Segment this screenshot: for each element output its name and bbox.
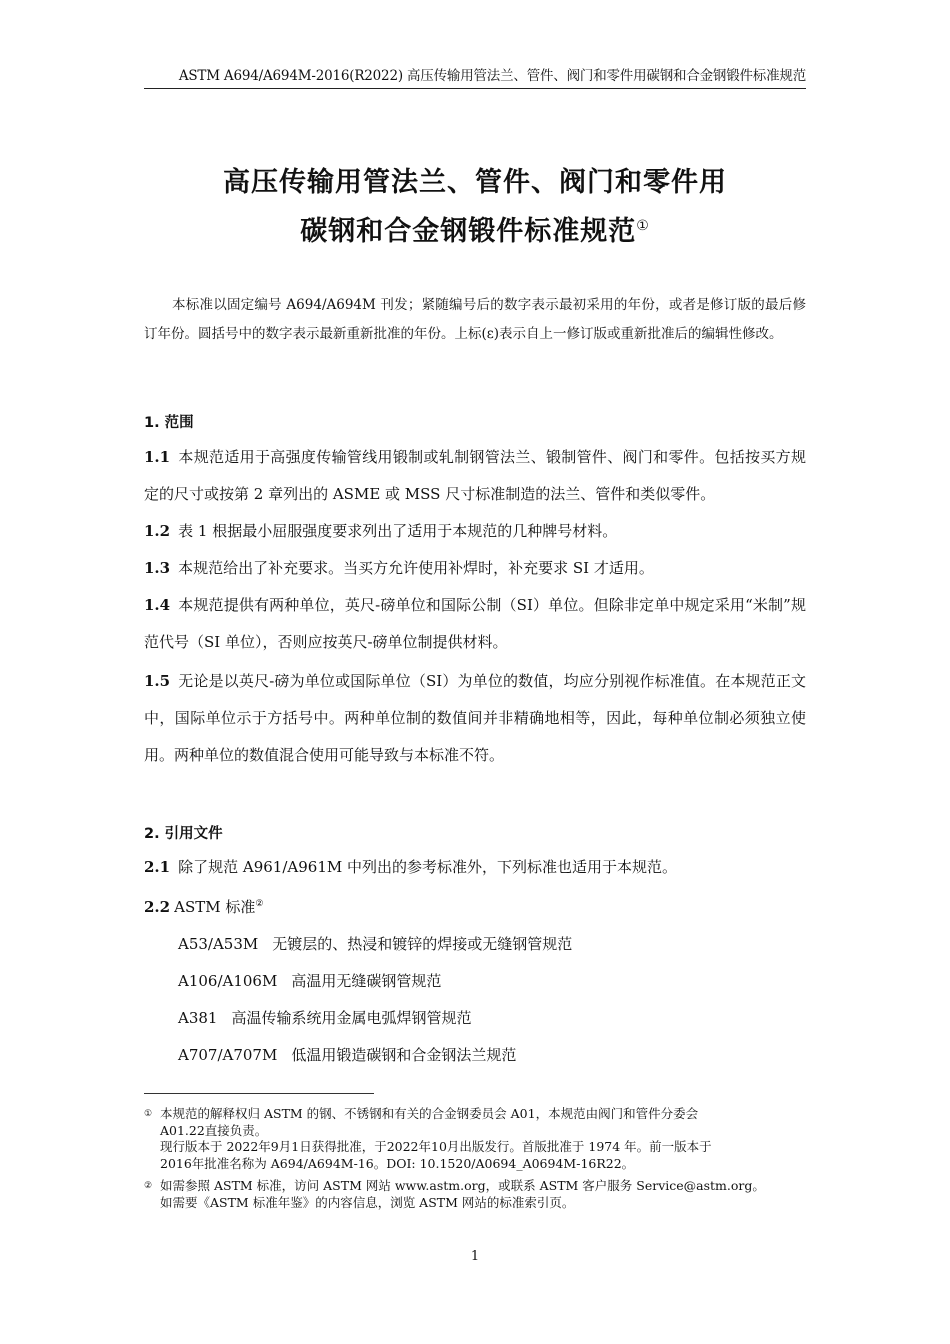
clause-1-5 [144,663,806,774]
clause-number: 1.3 [144,559,171,577]
clause-1-4 [144,587,806,661]
title-line-1 [0,160,950,199]
section-2-heading: 2. 引用文件 [144,826,223,842]
running-header: ASTM A694/A694M-2016(R2022) 高压传输用管法兰、管件、阀门和零件用碳钢和合金钢锻件标准规范 [178,68,806,84]
footnote-mark: ① [144,1109,153,1119]
reference-item [178,1044,516,1065]
clause-text: ASTM 标准 [174,898,256,916]
header-rule [144,88,806,89]
footnote-mark-2: ② [255,899,264,909]
reference-code: A381 [178,1009,218,1027]
clause-1-1 [144,439,806,513]
clause-text: 表 1 根据最小屈服强度要求列出了适用于本规范的几种牌号材料。 [178,522,618,540]
reference-code: A106/A106M [178,972,278,990]
clause-number: 1.5 [144,672,171,690]
clause-1-3 [144,550,806,587]
clause-text: 本规范适用于高强度传输管线用锻制或轧制钢管法兰、锻制管件、阀门和零件。包括按买方规定的尺寸或按第 2 章列出的 ASME 或 MSS 尺寸标准制造的法兰、管件和类似零件。 [144,448,806,503]
reference-item [178,933,572,954]
title-line-2-text: 碳钢和合金钢锻件标准规范 [300,216,637,247]
clause-text: 除了规范 A961/A961M 中列出的参考标准外，下列标准也适用于本规范。 [178,858,677,876]
reference-title: 高温用无缝碳钢管规范 [291,972,442,990]
title-line-2 [0,209,950,248]
clause-number: 2.1 [144,858,171,876]
intro-paragraph: 本标准以固定编号 A694/A694M 刊发；紧随编号后的数字表示最初采用的年份，或者是修订版的最后修订年份。圆括号中的数字表示最新重新批准的年份。上标(ε)表示自上一修订版或重新批准后的编辑性修改。 [144,297,806,342]
reference-item [178,1007,471,1028]
footnote-mark: ② [144,1181,153,1191]
reference-item [178,970,441,991]
clause-text: 本规范给出了补充要求。当买方允许使用补焊时，补充要求 SI 才适用。 [178,559,654,577]
clause-number: 1.2 [144,522,171,540]
title-line-1-text: 高压传输用管法兰、管件、阀门和零件用 [223,167,727,198]
footnote-line: 现行版本于 2022年9月1日获得批准，于2022年10月出版发行。首版批准于 1974 年。前一版本于 [160,1139,712,1154]
footnote-2 [144,1178,800,1211]
footnote-line: A01.22直接负责。 [160,1122,268,1138]
page-number: 1 [470,1249,480,1264]
clause-number: 1.1 [144,448,171,466]
clause-1-2 [144,513,806,550]
section-1-heading: 1. 范围 [144,415,194,431]
footnote-line: 2016年批准名称为 A694/A694M-16。DOI: 10.1520/A0694_A0694M-16R22。 [160,1155,635,1171]
reference-code: A53/A53M [178,935,259,953]
footnote-line: 如需参照 ASTM 标准，访问 ASTM 网站 www.astm.org，或联系 ASTM 客户服务 Service@astm.org。 [160,1178,765,1193]
clause-text: 本规范提供有两种单位，英尺-磅单位和国际公制（SI）单位。但除非定单中规定采用“米制”规范代号（SI 单位），否则应按英尺-磅单位制提供材料。 [144,596,806,651]
reference-title: 低温用锻造碳钢和合金钢法兰规范 [291,1046,517,1064]
reference-title: 高温传输系统用金属电弧焊钢管规范 [231,1009,472,1027]
clause-2-2 [144,886,806,926]
clause-text: 无论是以英尺-磅为单位或国际单位（SI）为单位的数值，均应分别视作标准值。在本规范正文中，国际单位示于方括号中。两种单位制的数值间并非精确地相等，因此，每种单位制必须独立使用。两种单位的数值混合使用可能导致与本标准不符。 [144,672,806,764]
reference-code: A707/A707M [178,1046,278,1064]
footnote-line: 本规范的解释权归 ASTM 的钢、不锈钢和有关的合金钢委员会 A01，本规范由阀门和管件分委会 [160,1106,699,1121]
footnote-1 [144,1106,800,1172]
clause-number: 2.2 [144,898,171,916]
clause-number: 1.4 [144,596,171,614]
footnote-line: 如需要《ASTM 标准年鉴》的内容信息，浏览 ASTM 网站的标准索引页。 [160,1194,575,1210]
clause-2-1 [144,849,806,886]
title-footnote-mark: ① [636,218,650,234]
reference-title: 无镀层的、热浸和镀锌的焊接或无缝钢管规范 [272,935,573,953]
footnote-rule [144,1093,374,1094]
